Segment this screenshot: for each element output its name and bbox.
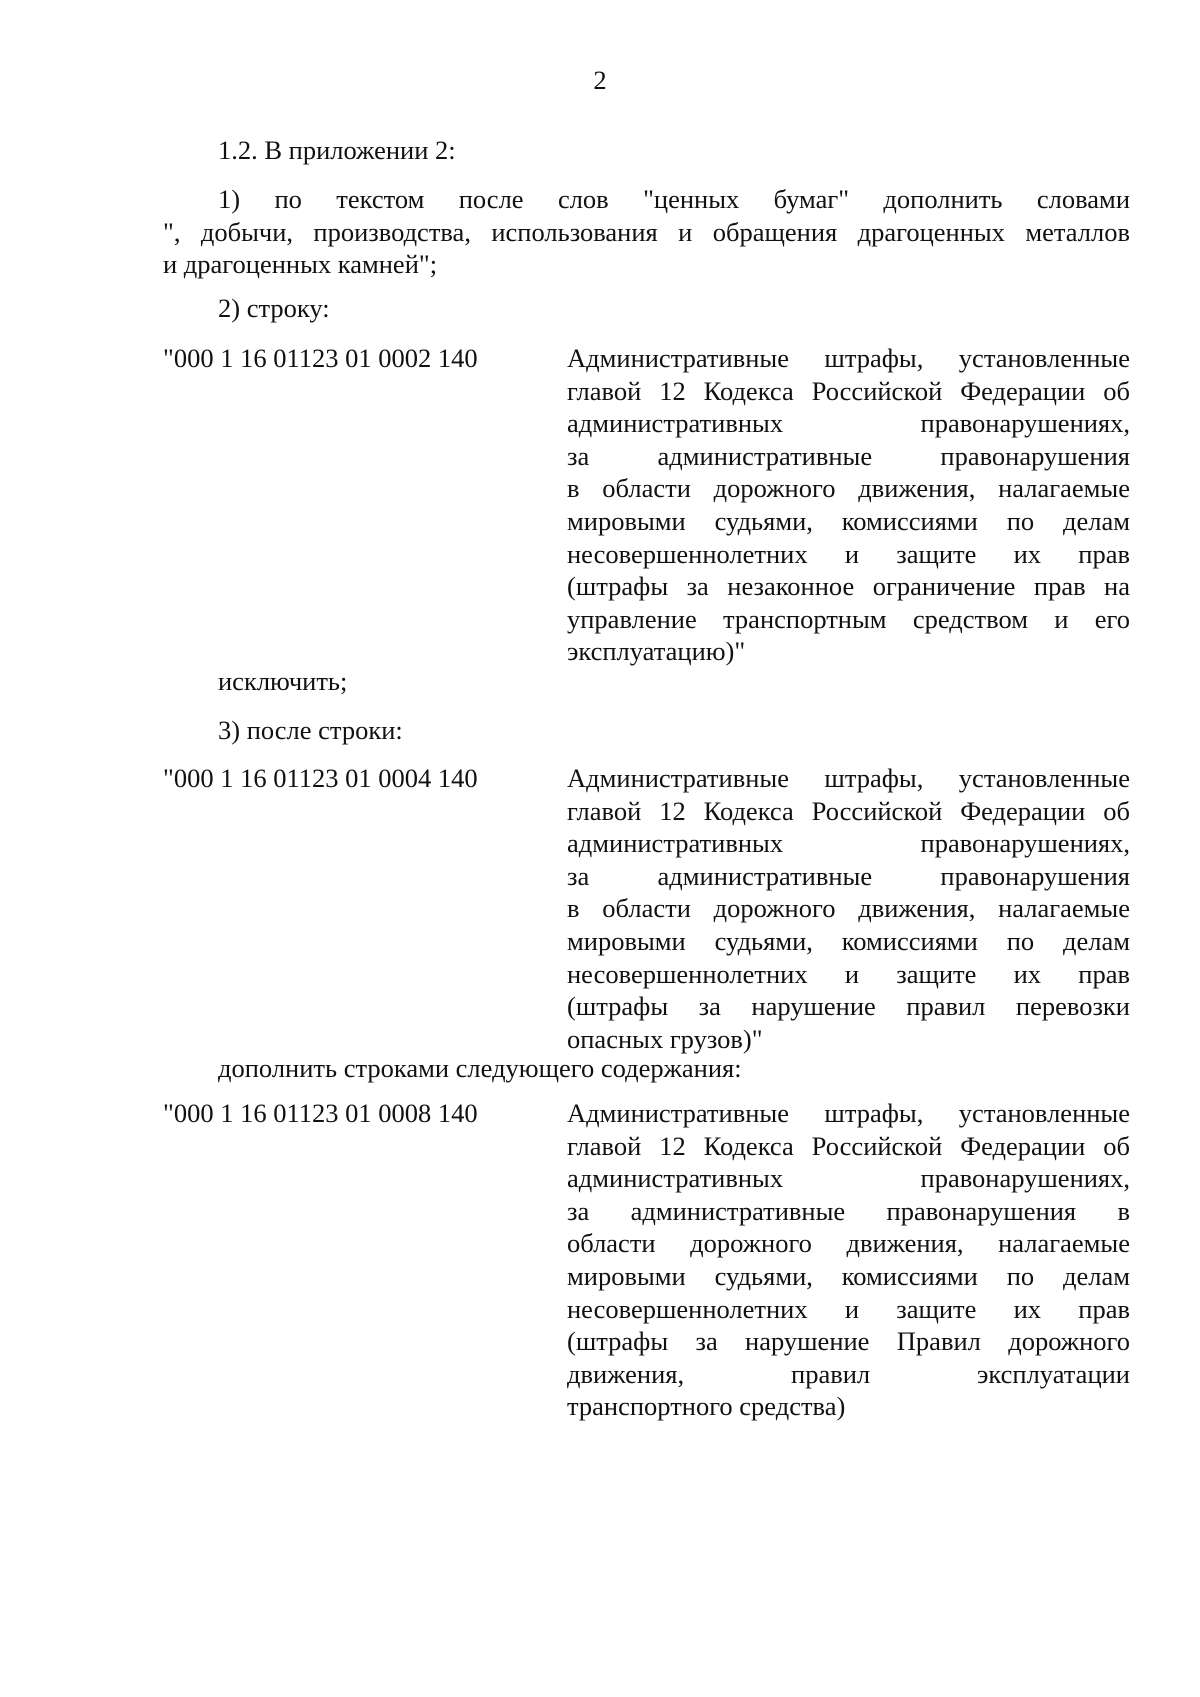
- item-3-label: 3) после строки:: [218, 715, 403, 745]
- section-heading: 1.2. В приложении 2:: [218, 135, 456, 165]
- row-3-description: [567, 1097, 1130, 1423]
- row-1-line-5: в области дорожного движения, налагаемые: [567, 473, 1130, 504]
- exclude-text: исключить;: [218, 666, 348, 696]
- row-2-line-3: административных правонарушениях,: [567, 828, 1130, 859]
- row-1-line-6: мировыми судьями, комиссиями по делам: [567, 505, 1130, 536]
- row-3-line-10: транспортного средства): [567, 1391, 846, 1422]
- row-3-line-9: движения, правил эксплуатации: [567, 1358, 1130, 1389]
- row-3-line-1: Административные штрафы, установленные: [567, 1098, 1130, 1128]
- row-2-line-2: главой 12 Кодекса Российской Федерации об: [567, 795, 1130, 826]
- row-2-line-5: в области дорожного движения, налагаемые: [567, 893, 1130, 924]
- supplement-text: дополнить строками следующего содержания:: [218, 1053, 742, 1083]
- row-2-line-8: (штрафы за нарушение правил перевозки: [567, 991, 1130, 1022]
- row-2-line-6: мировыми судьями, комиссиями по делам: [567, 925, 1130, 956]
- item-1-line-3: и драгоценных камней";: [163, 249, 438, 279]
- row-1-line-2: главой 12 Кодекса Российской Федерации об: [567, 375, 1130, 406]
- row-3-code: "000 1 16 01123 01 0008 140: [163, 1098, 478, 1128]
- row-1-line-1: Административные штрафы, установленные: [567, 343, 1130, 373]
- row-1-description: [567, 342, 1130, 668]
- row-2-line-9: опасных грузов)": [567, 1023, 763, 1054]
- row-3-line-4: за административные правонарушения в: [567, 1195, 1130, 1226]
- row-1-line-7: несовершеннолетних и защите их прав: [567, 538, 1130, 569]
- row-1-line-3: административных правонарушениях,: [567, 408, 1130, 439]
- item-2-label: 2) строку:: [218, 293, 330, 323]
- row-3-line-5: области дорожного движения, налагаемые: [567, 1228, 1130, 1259]
- row-2-line-1: Административные штрафы, установленные: [567, 763, 1130, 793]
- item-1-paragraph: [163, 183, 1130, 281]
- row-3-line-8: (штрафы за нарушение Правил дорожного: [567, 1326, 1130, 1357]
- page-number: 2: [593, 65, 607, 95]
- item-1-line-1: 1) по текстом после слов "ценных бумаг" дополнить словами: [218, 184, 1130, 214]
- row-1-line-9: управление транспортным средством и его: [567, 603, 1130, 634]
- row-3-line-6: мировыми судьями, комиссиями по делам: [567, 1260, 1130, 1291]
- row-2-description: [567, 762, 1130, 1055]
- row-2-code: "000 1 16 01123 01 0004 140: [163, 763, 478, 793]
- row-1-line-8: (штрафы за незаконное ограничение прав на: [567, 571, 1130, 602]
- row-2-line-4: за административные правонарушения: [567, 860, 1130, 891]
- row-2-line-7: несовершеннолетних и защите их прав: [567, 958, 1130, 989]
- row-1-code: "000 1 16 01123 01 0002 140: [163, 343, 478, 373]
- row-3-line-3: административных правонарушениях,: [567, 1163, 1130, 1194]
- row-3-line-2: главой 12 Кодекса Российской Федерации об: [567, 1130, 1130, 1161]
- row-1-line-4: за административные правонарушения: [567, 440, 1130, 471]
- row-1-line-10: эксплуатацию)": [567, 636, 746, 667]
- row-3-line-7: несовершеннолетних и защите их прав: [567, 1293, 1130, 1324]
- item-1-line-2: ", добычи, производства, использования и обращения драгоценных металлов: [163, 216, 1130, 247]
